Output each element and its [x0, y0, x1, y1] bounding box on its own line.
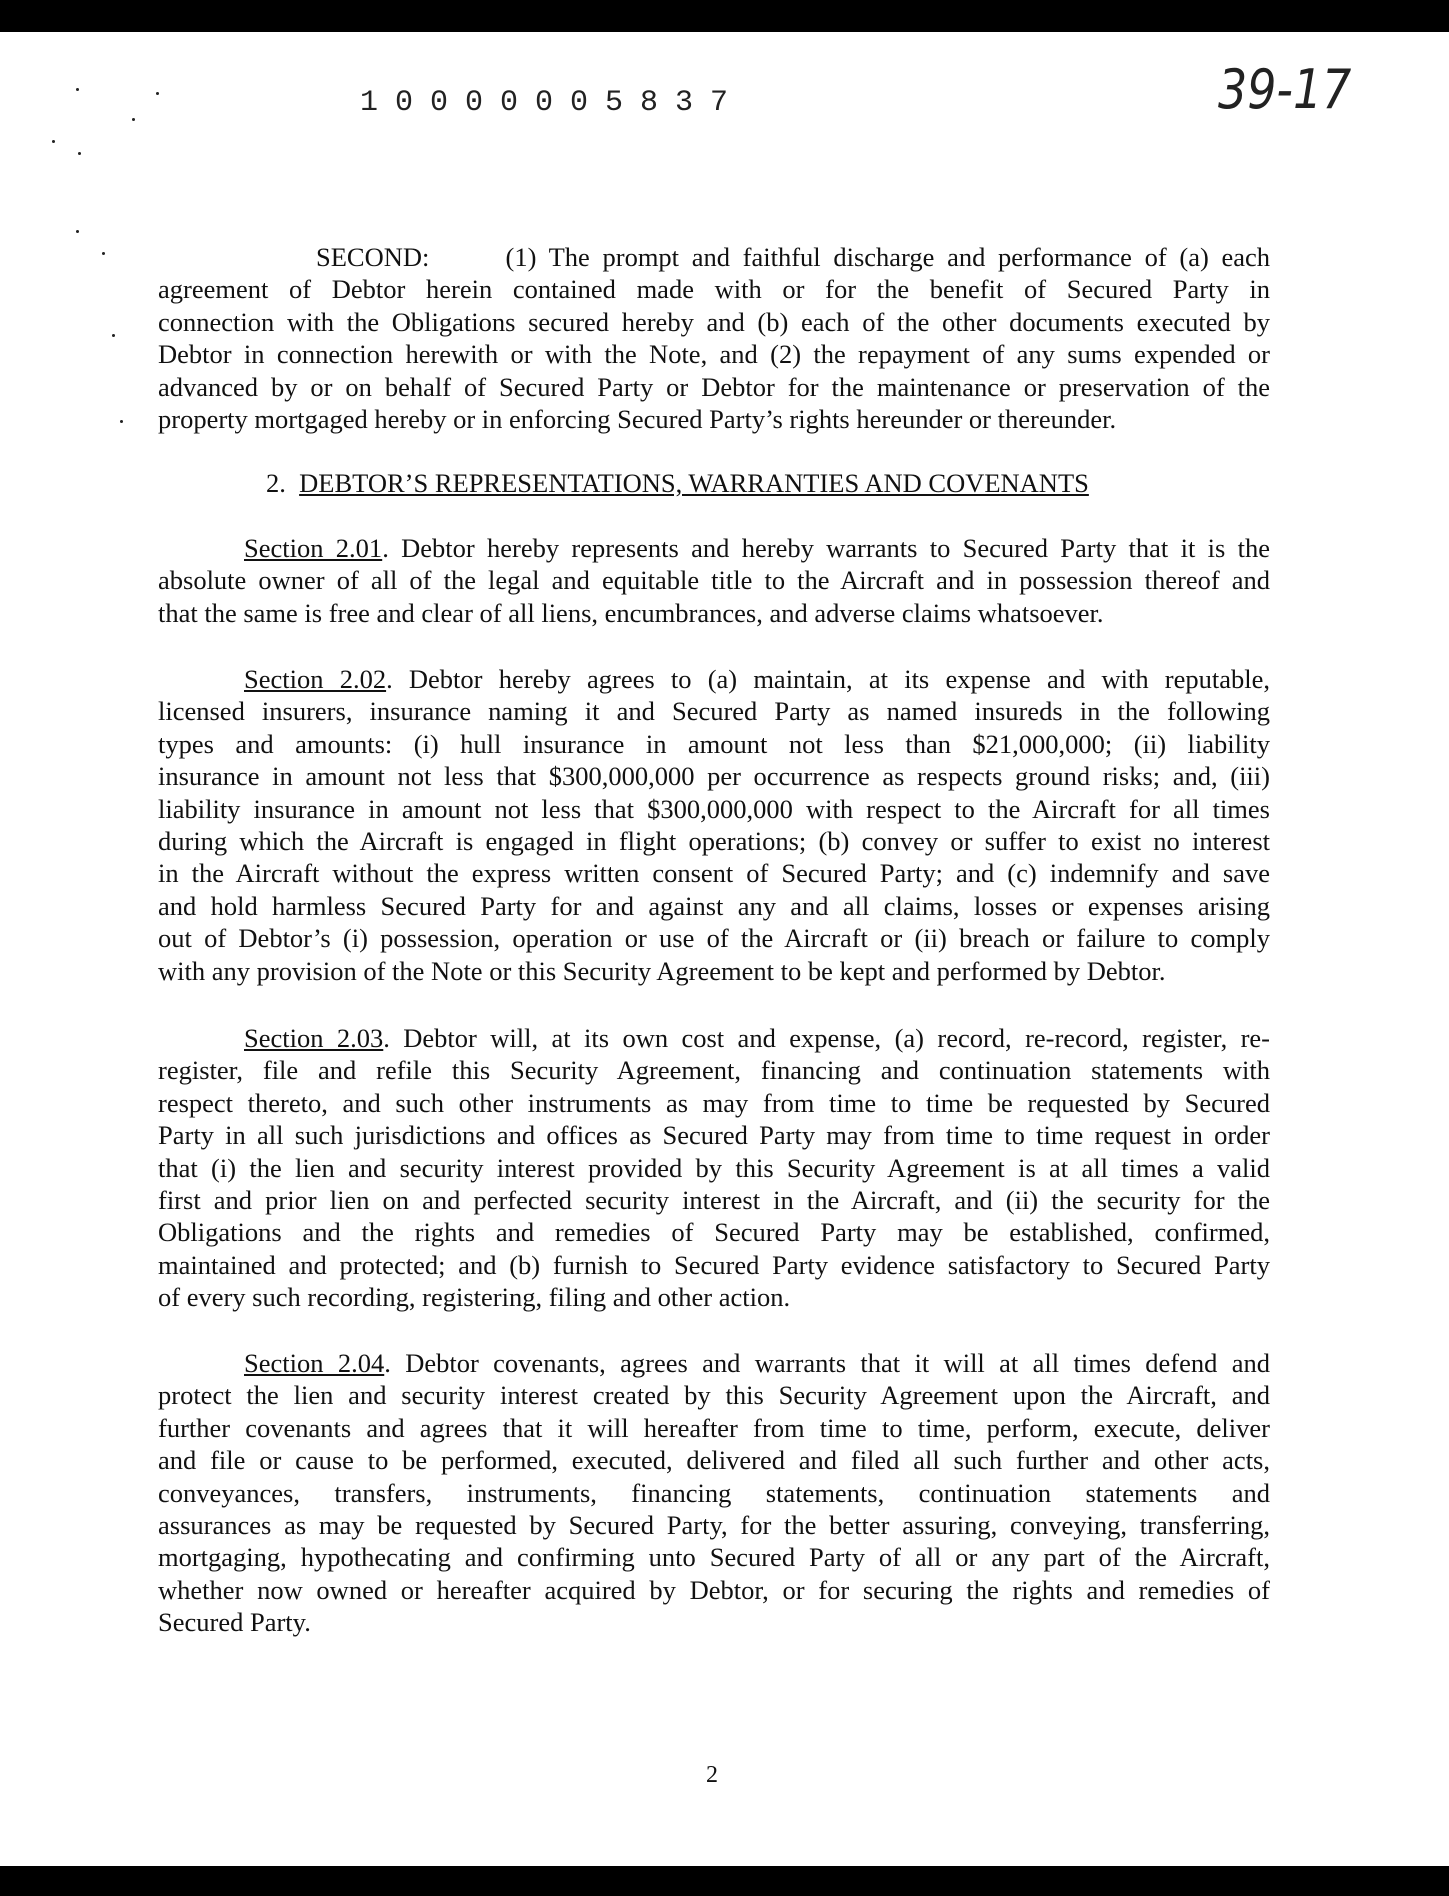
- second-lead: SECOND:: [316, 242, 430, 272]
- text-line: further covenants and agrees that it will hereafter from time to time, perform, execute, deliver: [158, 1412, 1270, 1443]
- section-text: . Debtor will, at its own cost and expense, (a) record, re-record, register, re-: [383, 1023, 1270, 1053]
- text-line: out of Debtor’s (i) possession, operation or use of the Aircraft or (ii) breach or failure to comply: [158, 923, 1270, 954]
- text-line: Debtor in connection herewith or with the Note, and (2) the repayment of any sums expended or: [158, 339, 1270, 370]
- text-line: Party in all such jurisdictions and offices as Secured Party may from time to time request in order: [158, 1120, 1270, 1151]
- handwritten-note: 39-17: [1218, 58, 1352, 121]
- text-line: with any provision of the Note or this Security Agreement to be kept and performed by Debtor.: [158, 955, 1166, 986]
- text-line: absolute owner of all of the legal and equitable title to the Aircraft and in possession thereof and: [158, 565, 1270, 596]
- text-line: insurance in amount not less that $300,000,000 per occurrence as respects ground risks; and, (iii): [158, 761, 1270, 792]
- scan-bottom-border: [0, 1866, 1449, 1896]
- section-label: Section 2.03: [244, 1023, 384, 1053]
- text-line: and file or cause to be performed, executed, delivered and filed all such further and other acts,: [158, 1445, 1270, 1476]
- paragraph-section: [158, 1022, 1270, 1314]
- text-line: assurances as may be requested by Secured Party, for the better assuring, conveying, transferring,: [158, 1509, 1270, 1540]
- text-line: [158, 1347, 1270, 1379]
- section-text: . Debtor hereby represents and hereby warrants to Secured Party that it is the: [382, 533, 1270, 563]
- paragraph-section: [158, 663, 1270, 987]
- text-line: [158, 1022, 1270, 1054]
- section-label: Section 2.02: [244, 664, 387, 694]
- text-line: mortgaging, hypothecating and confirming unto Secured Party of all or any part of the Aircraft,: [158, 1542, 1270, 1573]
- text-line: maintained and protected; and (b) furnish to Secured Party evidence satisfactory to Secured Party: [158, 1249, 1270, 1280]
- text-line: connection with the Obligations secured hereby and (b) each of the other documents executed by: [158, 306, 1270, 337]
- text-line: of every such recording, registering, filing and other action.: [158, 1282, 791, 1313]
- scan-speck: [156, 92, 159, 95]
- text-line: protect the lien and security interest created by this Security Agreement upon the Aircraft, and: [158, 1380, 1270, 1411]
- text-line: licensed insurers, insurance naming it and Secured Party as named insureds in the following: [158, 696, 1270, 727]
- text-line: Obligations and the rights and remedies of Secured Party may be established, confirmed,: [158, 1217, 1270, 1248]
- section-label: Section 2.04: [244, 1348, 385, 1378]
- heading-number: 2.: [266, 468, 286, 498]
- scan-speck: [78, 152, 81, 155]
- scan-speck: [112, 334, 115, 337]
- text-line: that (i) the lien and security interest provided by this Security Agreement is at all times a valid: [158, 1152, 1270, 1183]
- scan-top-border: [0, 0, 1449, 32]
- section-label: Section 2.01: [244, 533, 383, 563]
- text-line: [158, 663, 1270, 695]
- text-line: agreement of Debtor herein contained made with or for the benefit of Secured Party in: [158, 274, 1270, 305]
- text-line: [158, 532, 1270, 564]
- text-line: Secured Party.: [158, 1607, 311, 1638]
- text-line: conveyances, transfers, instruments, financing statements, continuation statements and: [158, 1477, 1270, 1508]
- text-line: first and prior lien on and perfected security interest in the Aircraft, and (ii) the security for the: [158, 1184, 1270, 1215]
- text-line: types and amounts: (i) hull insurance in amount not less than $21,000,000; (ii) liability: [158, 728, 1270, 759]
- scan-speck: [52, 140, 55, 143]
- text-line: whether now owned or hereafter acquired by Debtor, or for securing the rights and remedies of: [158, 1574, 1270, 1605]
- text-line: property mortgaged hereby or in enforcing Secured Party’s rights hereunder or thereunder.: [158, 403, 1117, 434]
- scan-speck: [102, 252, 105, 255]
- heading-title: DEBTOR’S REPRESENTATIONS, WARRANTIES AND COVENANTS: [299, 468, 1089, 498]
- text-line: in the Aircraft without the express written consent of Secured Party; and (c) indemnify and save: [158, 858, 1270, 889]
- text-line: respect thereto, and such other instruments as may from time to time be requested by Secured: [158, 1087, 1270, 1118]
- scan-speck: [76, 88, 79, 91]
- paragraph-section: [158, 1347, 1270, 1639]
- section-heading: [266, 467, 1089, 499]
- text-line: advanced by or on behalf of Secured Party or Debtor for the maintenance or preservation of the: [158, 371, 1270, 402]
- section-text: . Debtor covenants, agrees and warrants that it will at all times defend and: [384, 1348, 1270, 1378]
- scan-speck: [76, 230, 79, 233]
- paragraph-section: [158, 532, 1270, 629]
- paragraph-second: [158, 241, 1270, 435]
- text-line: liability insurance in amount not less that $300,000,000 with respect to the Aircraft for all times: [158, 793, 1270, 824]
- text-line: (1) The prompt and faithful discharge and performance of (a) each: [505, 242, 1271, 272]
- text-line: during which the Aircraft is engaged in flight operations; (b) convey or suffer to exist no interest: [158, 825, 1270, 856]
- document-number: 10000005837: [360, 86, 746, 120]
- scan-speck: [132, 118, 135, 121]
- text-line: register, file and refile this Security Agreement, financing and continuation statements with: [158, 1055, 1270, 1086]
- page-number: 2: [706, 1762, 718, 1788]
- section-text: . Debtor hereby agrees to (a) maintain, at its expense and with reputable,: [386, 664, 1270, 694]
- text-line: and hold harmless Secured Party for and against any and all claims, losses or expenses arising: [158, 890, 1270, 921]
- text-line: that the same is free and clear of all liens, encumbrances, and adverse claims whatsoever.: [158, 597, 1104, 628]
- scan-speck: [120, 420, 123, 423]
